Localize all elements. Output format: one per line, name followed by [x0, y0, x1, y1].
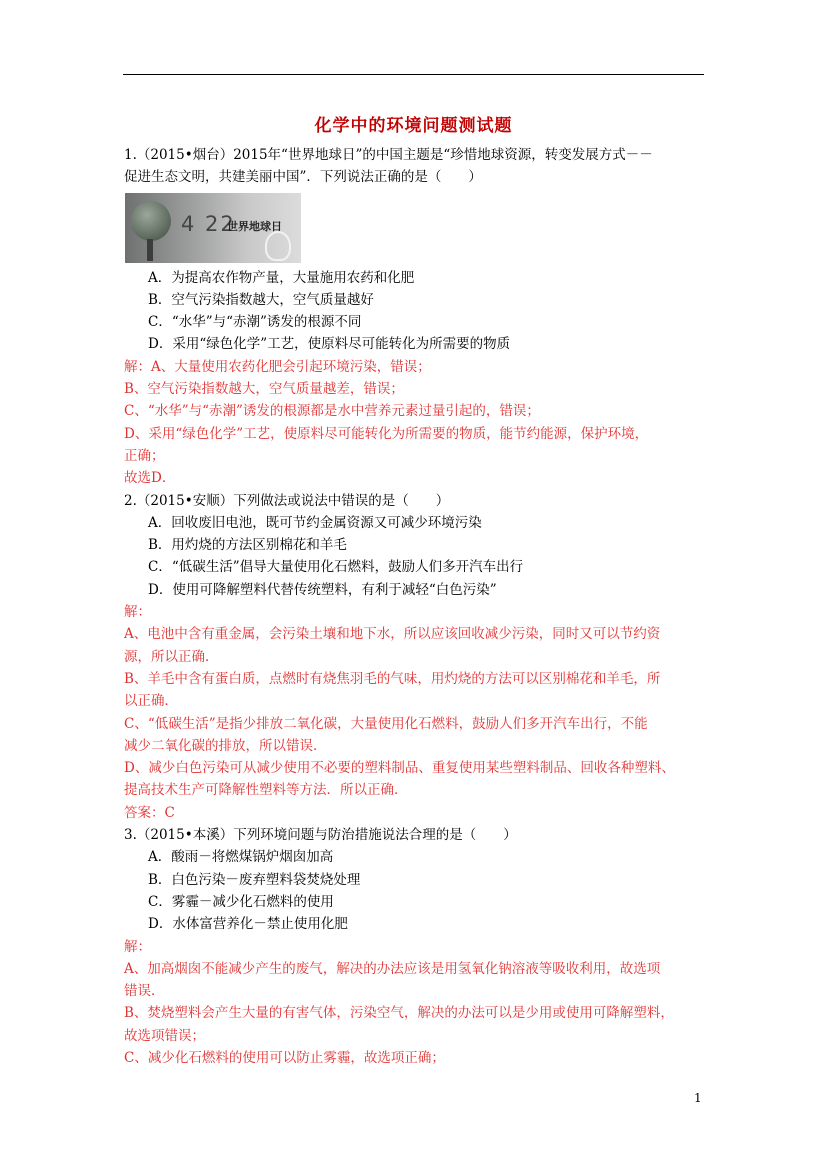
- q2-analysis-line: D、减少白色污染可从减少使用不必要的塑料制品、重复使用某些塑料制品、回收各种塑料、: [124, 760, 675, 777]
- q3-analysis-line: 故选项错误；: [124, 1027, 205, 1044]
- q2-answer: 答案：C: [124, 804, 175, 821]
- q3-option-b: B．白色污染－废弃塑料袋焚烧处理: [148, 871, 361, 888]
- q1-analysis-line: 解：A、大量使用农药化肥会引起环境污染，错误；: [124, 358, 431, 375]
- q3-option-a: A．酸雨－将燃煤锅炉烟囱加高: [148, 849, 334, 866]
- q1-option-a: A．为提高农作物产量，大量施用农药和化肥: [148, 269, 415, 286]
- q3-analysis-line: B、焚烧塑料会产生大量的有害气体，污染空气，解决的办法可以是少用或使用可降解塑料，: [124, 1005, 674, 1022]
- q1-option-c: C．“水华”与“赤潮”诱发的根源不同: [148, 314, 362, 331]
- q3-analysis-line: C、减少化石燃料的使用可以防止雾霾，故选项正确；: [124, 1049, 445, 1066]
- q2-option-d: D．使用可降解塑料代替传统塑料，有利于减轻“白色污染”: [148, 581, 497, 598]
- q2-analysis-line: A、电池中含有重金属，会污染土壤和地下水，所以应该回收减少污染，同时又可以节约资: [124, 626, 661, 643]
- q1-analysis-line: 正确；: [124, 447, 165, 464]
- q1-stem-line-1: 1.（2015•烟台）2015年“世界地球日”的中国主题是“珍惜地球资源，转变发展方式－－: [124, 147, 653, 163]
- q2-analysis-line: 源，所以正确．: [124, 648, 219, 665]
- q1-option-d: D．采用“绿色化学”工艺，使原料尽可能转化为所需要的物质: [148, 336, 511, 353]
- q2-option-b: B．用灼烧的方法区别棉花和羊毛: [148, 537, 347, 554]
- q1-stem-line-2: 促进生态文明，共建美丽中国”．下列说法正确的是（ ）: [124, 169, 482, 186]
- page-title: 化学中的环境问题测试题: [314, 116, 513, 136]
- q2-analysis-line: 以正确．: [124, 693, 178, 710]
- q3-option-c: C．雾霾－减少化石燃料的使用: [148, 893, 334, 910]
- q2-analysis-line: 提高技术生产可降解性塑料等方法．所以正确．: [124, 782, 408, 799]
- document-body: [124, 144, 706, 1069]
- q2-stem: 2.（2015•安顺）下列做法或说法中错误的是（ ）: [124, 492, 450, 509]
- q3-analysis-line: 解：: [124, 938, 151, 955]
- header-rule: [123, 74, 704, 75]
- q2-analysis-line: C、“低碳生活”是指少排放二氧化碳，大量使用化石燃料，鼓励人们多开汽车出行，不能: [124, 715, 648, 732]
- q1-answer: 故选D．: [124, 470, 176, 487]
- q3-analysis-line: 错误．: [124, 983, 165, 1000]
- globe-stand-icon: [147, 239, 153, 261]
- q1-analysis-line: D、采用“绿色化学”工艺，使原料尽可能转化为所需要的物质，能节约能源，保护环境，: [124, 425, 649, 442]
- globe-icon: [131, 201, 171, 241]
- q1-analysis-line: C、“水华”与“赤潮”诱发的根源都是水中营养元素过量引起的，错误；: [124, 403, 540, 420]
- q3-option-d: D．水体富营养化－禁止使用化肥: [148, 916, 348, 933]
- q3-stem: 3.（2015•本溪）下列环境问题与防治措施说法合理的是（ ）: [124, 827, 517, 844]
- page-number: 1: [694, 1091, 702, 1105]
- q2-analysis-line: 解：: [124, 604, 151, 621]
- earth-day-image: [125, 193, 301, 263]
- q2-analysis-line: 减少二氧化碳的排放，所以错误．: [124, 737, 327, 754]
- q2-option-c: C．“低碳生活”倡导大量使用化石燃料，鼓励人们多开汽车出行: [148, 559, 524, 576]
- q2-option-a: A．回收废旧电池，既可节约金属资源又可减少环境污染: [148, 514, 482, 531]
- q3-analysis-line: A、加高烟囱不能减少产生的废气，解决的办法应该是用氢氧化钠溶液等吸收利用，故选项: [124, 960, 661, 977]
- leaf-icon: [265, 231, 291, 261]
- earth-day-date: 4 22: [181, 211, 236, 236]
- q1-analysis-line: B、空气污染指数越大，空气质量越差，错误；: [124, 381, 404, 398]
- q1-option-b: B．空气污染指数越大，空气质量越好: [148, 291, 374, 308]
- q2-analysis-line: B、羊毛中含有蛋白质，点燃时有烧焦羽毛的气味，用灼烧的方法可以区别棉花和羊毛，所: [124, 670, 661, 687]
- earth-day-label: 世界地球日: [227, 219, 282, 233]
